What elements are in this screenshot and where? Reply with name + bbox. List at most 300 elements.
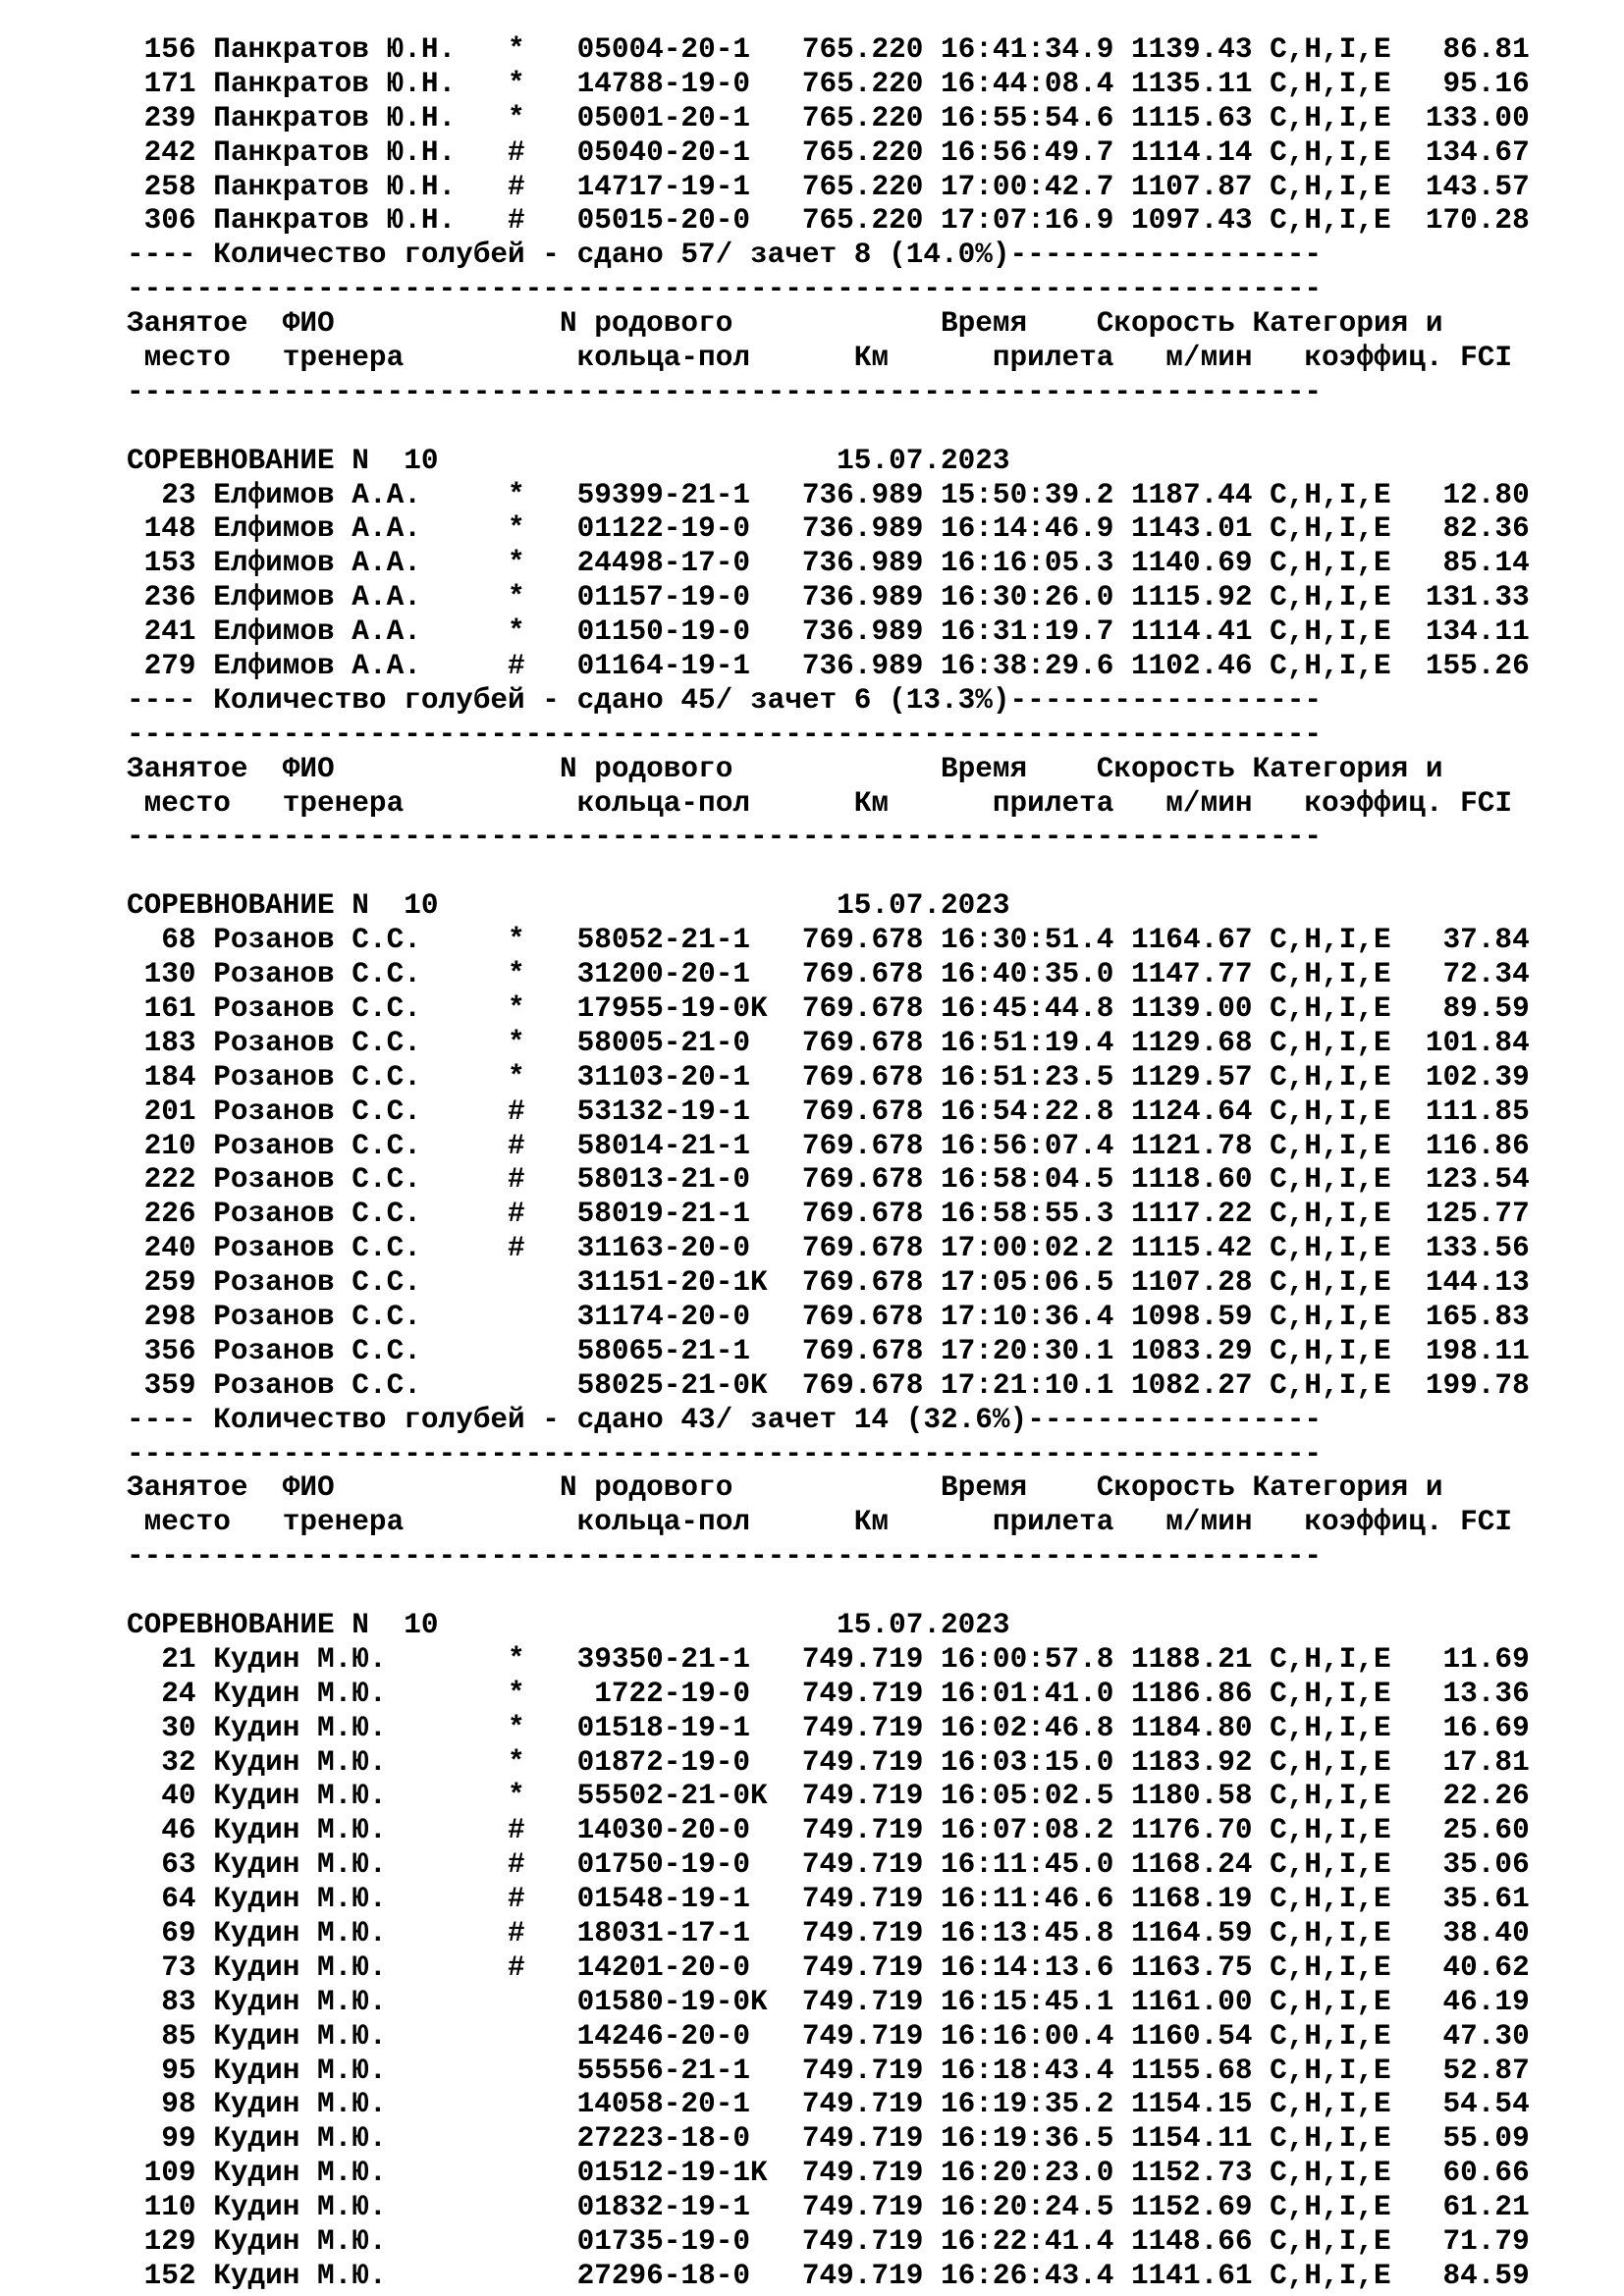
mark bbox=[508, 2191, 525, 2223]
table-row bbox=[127, 2122, 1530, 2157]
category: C,H,I,E bbox=[1270, 1848, 1391, 1882]
mark: * bbox=[508, 991, 525, 1025]
header-speed-2: м/мин bbox=[1165, 342, 1253, 375]
header-ring: N родового bbox=[559, 307, 733, 341]
distance-km: 736.989 bbox=[801, 650, 924, 683]
category: C,H,I,E bbox=[1270, 204, 1391, 238]
fci-coeff: 170.28 bbox=[1408, 204, 1530, 238]
fci-coeff: 199.78 bbox=[1408, 1368, 1530, 1402]
place: 21 bbox=[127, 1642, 196, 1676]
trainer-name: Кудин М.Ю. bbox=[213, 2054, 457, 2087]
mark: * bbox=[508, 924, 525, 957]
distance-km: 736.989 bbox=[801, 581, 924, 614]
summary-line: ---- Количество голубей - сдано 57/ зачет 8 (14.0%)------------------ bbox=[127, 239, 1323, 272]
distance-km: 749.719 bbox=[801, 1848, 924, 1882]
fci-coeff: 102.39 bbox=[1408, 1060, 1530, 1094]
distance-km: 749.719 bbox=[801, 1745, 924, 1779]
category: C,H,I,E bbox=[1270, 1642, 1391, 1676]
mark bbox=[508, 2122, 525, 2155]
category: C,H,I,E bbox=[1270, 1163, 1391, 1197]
distance-km: 736.989 bbox=[801, 512, 924, 546]
summary-prefix: ---- Количество голубей - сдано bbox=[127, 683, 664, 717]
speed: 1129.57 bbox=[1131, 1060, 1253, 1094]
ring-number: 01157-19-0 bbox=[576, 581, 768, 614]
category: C,H,I,E bbox=[1270, 1266, 1391, 1300]
ring-number: 05001-20-1 bbox=[576, 101, 768, 134]
trainer-name: Розанов С.С. bbox=[213, 1060, 457, 1094]
fci-coeff: 54.54 bbox=[1408, 2088, 1530, 2121]
arrival-time: 16:45:44.8 bbox=[941, 991, 1114, 1025]
header-time: Время bbox=[941, 307, 1028, 341]
header-name-2: тренера bbox=[282, 786, 405, 820]
category: C,H,I,E bbox=[1270, 2019, 1391, 2053]
trainer-name: Елфимов А.А. bbox=[213, 650, 457, 683]
mark: # bbox=[508, 1095, 525, 1128]
competition-label: СОРЕВНОВАНИЕ N bbox=[127, 444, 369, 477]
header-place: Занятое bbox=[127, 1471, 248, 1505]
trainer-name: Кудин М.Ю. bbox=[213, 2088, 457, 2121]
speed: 1118.60 bbox=[1131, 1163, 1253, 1197]
trainer-name: Розанов С.С. bbox=[213, 1266, 457, 1300]
category: C,H,I,E bbox=[1270, 1300, 1391, 1333]
ring-number: 01548-19-1 bbox=[576, 1883, 768, 1916]
mark: * bbox=[508, 1642, 525, 1676]
mark: # bbox=[508, 1814, 525, 1847]
ring-number: 53132-19-1 bbox=[576, 1095, 768, 1128]
distance-km: 736.989 bbox=[801, 478, 924, 511]
place: 130 bbox=[127, 958, 196, 991]
header-coeff: коэффиц. bbox=[1304, 1506, 1443, 1539]
speed: 1140.69 bbox=[1131, 547, 1253, 580]
column-header-row-1 bbox=[127, 307, 1530, 342]
place: 236 bbox=[127, 581, 196, 614]
pigeons-scored: 8 bbox=[853, 239, 872, 272]
trainer-name: Панкратов Ю.Н. bbox=[213, 67, 457, 100]
category: C,H,I,E bbox=[1270, 67, 1391, 100]
ring-number: 55556-21-1 bbox=[576, 2054, 768, 2087]
mark: # bbox=[508, 1883, 525, 1916]
speed: 1183.92 bbox=[1131, 1745, 1253, 1779]
arrival-time: 17:00:02.2 bbox=[941, 1232, 1114, 1265]
arrival-time: 16:54:22.8 bbox=[941, 1095, 1114, 1128]
ring-number: 58005-21-0 bbox=[576, 1026, 768, 1059]
place: 148 bbox=[127, 512, 196, 546]
place: 201 bbox=[127, 1095, 196, 1128]
mark: # bbox=[508, 1198, 525, 1231]
distance-km: 765.220 bbox=[801, 101, 924, 134]
fci-coeff: 198.11 bbox=[1408, 1334, 1530, 1367]
arrival-time: 16:55:54.6 bbox=[941, 101, 1114, 134]
category: C,H,I,E bbox=[1270, 2088, 1391, 2121]
distance-km: 749.719 bbox=[801, 1950, 924, 1984]
mark bbox=[508, 2088, 525, 2120]
place: 306 bbox=[127, 204, 196, 238]
arrival-time: 16:19:36.5 bbox=[941, 2122, 1114, 2156]
category: C,H,I,E bbox=[1270, 1916, 1391, 1949]
table-row bbox=[127, 1369, 1530, 1404]
distance-km: 769.678 bbox=[801, 1060, 924, 1094]
table-row bbox=[127, 1232, 1530, 1266]
ring-number: 01832-19-1 bbox=[576, 2191, 768, 2224]
arrival-time: 17:20:30.1 bbox=[941, 1334, 1114, 1367]
arrival-time: 16:01:41.0 bbox=[941, 1677, 1114, 1710]
ring-number: 27296-18-0 bbox=[576, 2259, 768, 2292]
place: 259 bbox=[127, 1266, 196, 1300]
trainer-name: Кудин М.Ю. bbox=[213, 1745, 457, 1779]
header-fci: FCI bbox=[1460, 342, 1513, 375]
trainer-name: Кудин М.Ю. bbox=[213, 2225, 457, 2258]
trainer-name: Розанов С.С. bbox=[213, 924, 457, 957]
place: 241 bbox=[127, 615, 196, 649]
category: C,H,I,E bbox=[1270, 1950, 1391, 1984]
ring-number: 01122-19-0 bbox=[576, 512, 768, 546]
table-row bbox=[127, 1848, 1530, 1883]
arrival-time: 17:10:36.4 bbox=[941, 1300, 1114, 1333]
ring-number: 58013-21-0 bbox=[576, 1163, 768, 1197]
distance-km: 765.220 bbox=[801, 204, 924, 238]
fci-coeff: 52.87 bbox=[1408, 2054, 1530, 2087]
fci-coeff: 133.00 bbox=[1408, 101, 1530, 134]
ring-number: 14058-20-1 bbox=[576, 2088, 768, 2121]
scored-percent: (13.3%) bbox=[889, 683, 1010, 717]
arrival-time: 16:13:45.8 bbox=[941, 1916, 1114, 1949]
header-name: ФИО bbox=[282, 1471, 335, 1505]
distance-km: 749.719 bbox=[801, 1642, 924, 1676]
table-row bbox=[127, 2157, 1530, 2191]
trainer-name: Кудин М.Ю. bbox=[213, 1711, 457, 1744]
category: C,H,I,E bbox=[1270, 615, 1391, 649]
fci-coeff: 40.62 bbox=[1408, 1950, 1530, 1984]
header-name: ФИО bbox=[282, 752, 335, 785]
header-place: Занятое bbox=[127, 752, 248, 785]
trainer-name: Панкратов Ю.Н. bbox=[213, 101, 457, 134]
mark: # bbox=[508, 1129, 525, 1162]
trainer-name: Панкратов Ю.Н. bbox=[213, 135, 457, 169]
table-row bbox=[127, 1814, 1530, 1848]
arrival-time: 16:22:41.4 bbox=[941, 2225, 1114, 2258]
table-row bbox=[127, 615, 1530, 650]
header-speed-2: м/мин bbox=[1165, 1506, 1253, 1539]
ring-number: 14788-19-0 bbox=[576, 67, 768, 100]
speed: 1097.43 bbox=[1131, 204, 1253, 238]
fci-coeff: 47.30 bbox=[1408, 2019, 1530, 2053]
header-speed: Скорость bbox=[1096, 752, 1235, 785]
competition-line bbox=[127, 445, 1530, 479]
fci-coeff: 95.16 bbox=[1408, 67, 1530, 100]
fci-coeff: 125.77 bbox=[1408, 1198, 1530, 1231]
summary-zachet-label: зачет bbox=[749, 683, 838, 717]
column-header-row-2 bbox=[127, 787, 1530, 822]
ring-number: 01750-19-0 bbox=[576, 1848, 768, 1882]
ring-number: 05004-20-1 bbox=[576, 33, 768, 66]
trainer-name: Елфимов А.А. bbox=[213, 512, 457, 546]
fci-coeff: 61.21 bbox=[1408, 2191, 1530, 2224]
table-row bbox=[127, 479, 1530, 513]
fci-coeff: 25.60 bbox=[1408, 1814, 1530, 1847]
speed: 1114.41 bbox=[1131, 615, 1253, 649]
table-row bbox=[127, 1163, 1530, 1198]
mark: # bbox=[508, 1916, 525, 1949]
header-place-2: место bbox=[143, 342, 231, 375]
header-name: ФИО bbox=[282, 307, 335, 341]
fci-coeff: 35.06 bbox=[1408, 1848, 1530, 1882]
mark: # bbox=[508, 170, 525, 203]
pigeons-submitted: 43/ bbox=[680, 1403, 733, 1436]
trainer-name: Елфимов А.А. bbox=[213, 547, 457, 580]
speed: 1161.00 bbox=[1131, 1985, 1253, 2018]
table-row bbox=[127, 1883, 1530, 1917]
header-ring-2: кольца-пол bbox=[576, 342, 750, 375]
trainer-name: Розанов С.С. bbox=[213, 1129, 457, 1162]
place: 73 bbox=[127, 1950, 196, 1984]
competition-label: СОРЕВНОВАНИЕ N bbox=[127, 889, 369, 923]
speed: 1152.69 bbox=[1131, 2191, 1253, 2224]
ring-number: 58019-21-1 bbox=[576, 1198, 768, 1231]
fci-coeff: 38.40 bbox=[1408, 1916, 1530, 1949]
ring-number: 58065-21-1 bbox=[576, 1334, 768, 1367]
distance-km: 765.220 bbox=[801, 135, 924, 169]
fci-coeff: 134.67 bbox=[1408, 135, 1530, 169]
distance-km: 769.678 bbox=[801, 1232, 924, 1265]
arrival-time: 16:44:08.4 bbox=[941, 67, 1114, 100]
table-row bbox=[127, 1746, 1530, 1781]
separator-line: --------------------------------------------------------------------- bbox=[127, 718, 1322, 751]
header-place-2: место bbox=[143, 786, 231, 820]
category: C,H,I,E bbox=[1270, 1814, 1391, 1847]
fci-coeff: 46.19 bbox=[1408, 1985, 1530, 2018]
distance-km: 749.719 bbox=[801, 1916, 924, 1949]
table-row bbox=[127, 2225, 1530, 2260]
trainer-name: Панкратов Ю.Н. bbox=[213, 170, 457, 203]
arrival-time: 16:16:00.4 bbox=[941, 2019, 1114, 2053]
place: 24 bbox=[127, 1677, 196, 1710]
speed: 1129.68 bbox=[1131, 1026, 1253, 1059]
arrival-time: 16:38:29.6 bbox=[941, 650, 1114, 683]
ring-number: 31103-20-1 bbox=[576, 1060, 768, 1094]
table-row bbox=[127, 650, 1530, 684]
ring-number: 14201-20-0 bbox=[576, 1950, 768, 1984]
arrival-time: 16:02:46.8 bbox=[941, 1711, 1114, 1744]
arrival-time: 16:14:13.6 bbox=[941, 1950, 1114, 1984]
ring-number: 59399-21-1 bbox=[576, 478, 768, 511]
category: C,H,I,E bbox=[1270, 958, 1391, 991]
distance-km: 749.719 bbox=[801, 2054, 924, 2087]
distance-km: 769.678 bbox=[801, 1300, 924, 1333]
competition-number: 10 bbox=[404, 444, 439, 477]
table-row bbox=[127, 204, 1530, 239]
category: C,H,I,E bbox=[1270, 1711, 1391, 1744]
speed: 1180.58 bbox=[1131, 1780, 1253, 1813]
speed: 1082.27 bbox=[1131, 1368, 1253, 1402]
arrival-time: 16:51:23.5 bbox=[941, 1060, 1114, 1094]
trainer-name: Розанов С.С. bbox=[213, 958, 457, 991]
category: C,H,I,E bbox=[1270, 1060, 1391, 1094]
header-ring-2: кольца-пол bbox=[576, 786, 750, 820]
place: 242 bbox=[127, 135, 196, 169]
mark: * bbox=[508, 478, 525, 511]
mark: # bbox=[508, 204, 525, 238]
distance-km: 769.678 bbox=[801, 1368, 924, 1402]
competition-label: СОРЕВНОВАНИЕ N bbox=[127, 1608, 369, 1641]
distance-km: 749.719 bbox=[801, 1883, 924, 1916]
trainer-name: Елфимов А.А. bbox=[213, 615, 457, 649]
speed: 1186.86 bbox=[1131, 1677, 1253, 1710]
speed: 1102.46 bbox=[1131, 650, 1253, 683]
table-row bbox=[127, 1986, 1530, 2020]
fci-coeff: 144.13 bbox=[1408, 1266, 1530, 1300]
distance-km: 749.719 bbox=[801, 2225, 924, 2258]
mark: * bbox=[508, 1780, 525, 1813]
place: 240 bbox=[127, 1232, 196, 1265]
competition-date: 15.07.2023 bbox=[837, 1608, 1010, 1641]
speed: 1168.19 bbox=[1131, 1883, 1253, 1916]
arrival-time: 16:58:04.5 bbox=[941, 1163, 1114, 1197]
header-ring-2: кольца-пол bbox=[576, 1506, 750, 1539]
ring-number: 31200-20-1 bbox=[576, 958, 768, 991]
competition-date: 15.07.2023 bbox=[837, 889, 1010, 923]
category: C,H,I,E bbox=[1270, 33, 1391, 66]
ring-number: 31163-20-0 bbox=[576, 1232, 768, 1265]
distance-km: 749.719 bbox=[801, 2088, 924, 2121]
arrival-time: 16:16:05.3 bbox=[941, 547, 1114, 580]
speed: 1139.43 bbox=[1131, 33, 1253, 66]
ring-number: 01150-19-0 bbox=[576, 615, 768, 649]
mark: * bbox=[508, 67, 525, 100]
category: C,H,I,E bbox=[1270, 2225, 1391, 2258]
arrival-time: 16:41:34.9 bbox=[941, 33, 1114, 66]
place: 98 bbox=[127, 2088, 196, 2121]
ring-number: 18031-17-1 bbox=[576, 1916, 768, 1949]
place: 183 bbox=[127, 1026, 196, 1059]
summary-zachet-label: зачет bbox=[749, 239, 838, 272]
table-row bbox=[127, 2020, 1530, 2055]
category: C,H,I,E bbox=[1270, 2191, 1391, 2224]
ring-number: 55502-21-0K bbox=[576, 1780, 768, 1813]
trainer-name: Панкратов Ю.Н. bbox=[213, 204, 457, 238]
fci-coeff: 16.69 bbox=[1408, 1711, 1530, 1744]
ring-number: 58025-21-0K bbox=[576, 1368, 768, 1402]
table-row bbox=[127, 1301, 1530, 1335]
distance-km: 769.678 bbox=[801, 1026, 924, 1059]
speed: 1152.73 bbox=[1131, 2157, 1253, 2190]
fci-coeff: 72.34 bbox=[1408, 958, 1530, 991]
ring-number: 39350-21-1 bbox=[576, 1642, 768, 1676]
fci-coeff: 116.86 bbox=[1408, 1129, 1530, 1162]
fci-coeff: 86.81 bbox=[1408, 33, 1530, 66]
trainer-name: Розанов С.С. bbox=[213, 1300, 457, 1333]
place: 356 bbox=[127, 1334, 196, 1367]
arrival-time: 16:26:43.4 bbox=[941, 2259, 1114, 2292]
fci-coeff: 85.14 bbox=[1408, 547, 1530, 580]
table-row bbox=[127, 33, 1530, 68]
place: 109 bbox=[127, 2157, 196, 2190]
mark: * bbox=[508, 101, 525, 134]
distance-km: 769.678 bbox=[801, 1129, 924, 1162]
fci-coeff: 37.84 bbox=[1408, 924, 1530, 957]
category: C,H,I,E bbox=[1270, 1026, 1391, 1059]
speed: 1147.77 bbox=[1131, 958, 1253, 991]
mark: # bbox=[508, 1848, 525, 1882]
speed: 1184.80 bbox=[1131, 1711, 1253, 1744]
distance-km: 769.678 bbox=[801, 958, 924, 991]
fci-coeff: 12.80 bbox=[1408, 478, 1530, 511]
mark: * bbox=[508, 1677, 525, 1710]
speed: 1117.22 bbox=[1131, 1198, 1253, 1231]
trainer-name: Кудин М.Ю. bbox=[213, 1642, 457, 1676]
header-coeff: коэффиц. bbox=[1304, 342, 1443, 375]
header-km: Км bbox=[853, 786, 890, 820]
table-row bbox=[127, 1095, 1530, 1130]
distance-km: 749.719 bbox=[801, 1985, 924, 2018]
trainer-name: Кудин М.Ю. bbox=[213, 1780, 457, 1813]
mark bbox=[508, 1301, 525, 1333]
trainer-name: Кудин М.Ю. bbox=[213, 1916, 457, 1949]
speed: 1141.61 bbox=[1131, 2259, 1253, 2292]
ring-number: 05015-20-0 bbox=[576, 204, 768, 238]
category: C,H,I,E bbox=[1270, 135, 1391, 169]
ring-number: 31174-20-0 bbox=[576, 1300, 768, 1333]
column-header-row-1 bbox=[127, 1471, 1530, 1506]
place: 239 bbox=[127, 101, 196, 134]
fci-coeff: 13.36 bbox=[1408, 1677, 1530, 1710]
fci-coeff: 17.81 bbox=[1408, 1745, 1530, 1779]
header-time-2: прилета bbox=[992, 1506, 1114, 1539]
mark bbox=[508, 2055, 525, 2087]
header-km: Км bbox=[853, 1506, 890, 1539]
mark bbox=[508, 1266, 525, 1299]
ring-number: 01735-19-0 bbox=[576, 2225, 768, 2258]
arrival-time: 16:03:15.0 bbox=[941, 1745, 1114, 1779]
place: 85 bbox=[127, 2019, 196, 2053]
trainer-name: Кудин М.Ю. bbox=[213, 2191, 457, 2224]
trainer-name: Розанов С.С. bbox=[213, 1026, 457, 1059]
fci-coeff: 123.54 bbox=[1408, 1163, 1530, 1197]
competition-line bbox=[127, 1609, 1530, 1643]
summary-line: ---- Количество голубей - сдано 43/ зачет 14 (32.6%)----------------- bbox=[127, 1403, 1323, 1436]
mark: # bbox=[508, 650, 525, 683]
distance-km: 769.678 bbox=[801, 1198, 924, 1231]
header-fci: FCI bbox=[1460, 1506, 1513, 1539]
place: 156 bbox=[127, 33, 196, 66]
table-row bbox=[127, 136, 1530, 171]
speed: 1135.11 bbox=[1131, 67, 1253, 100]
ring-number: 17955-19-0K bbox=[576, 991, 768, 1025]
arrival-time: 17:21:10.1 bbox=[941, 1368, 1114, 1402]
table-row bbox=[127, 2088, 1530, 2122]
speed: 1114.14 bbox=[1131, 135, 1253, 169]
table-row bbox=[127, 1335, 1530, 1369]
speed: 1098.59 bbox=[1131, 1300, 1253, 1333]
fci-coeff: 155.26 bbox=[1408, 650, 1530, 683]
arrival-time: 17:07:16.9 bbox=[941, 204, 1114, 238]
arrival-time: 16:56:49.7 bbox=[941, 135, 1114, 169]
fci-coeff: 131.33 bbox=[1408, 581, 1530, 614]
trainer-name: Кудин М.Ю. bbox=[213, 1883, 457, 1916]
arrival-time: 16:07:08.2 bbox=[941, 1814, 1114, 1847]
pigeons-submitted: 45/ bbox=[680, 683, 733, 717]
separator-line: --------------------------------------------------------------------- bbox=[127, 821, 1322, 854]
category: C,H,I,E bbox=[1270, 478, 1391, 511]
trainer-name: Кудин М.Ю. bbox=[213, 1677, 457, 1710]
table-row bbox=[127, 581, 1530, 615]
header-category: Категория и bbox=[1252, 1471, 1443, 1505]
competition-date: 15.07.2023 bbox=[837, 444, 1010, 477]
place: 30 bbox=[127, 1711, 196, 1744]
place: 63 bbox=[127, 1848, 196, 1882]
speed: 1148.66 bbox=[1131, 2225, 1253, 2258]
header-ring: N родового bbox=[559, 752, 733, 785]
summary-line: ---- Количество голубей - сдано 45/ зачет 6 (13.3%)------------------ bbox=[127, 683, 1323, 717]
